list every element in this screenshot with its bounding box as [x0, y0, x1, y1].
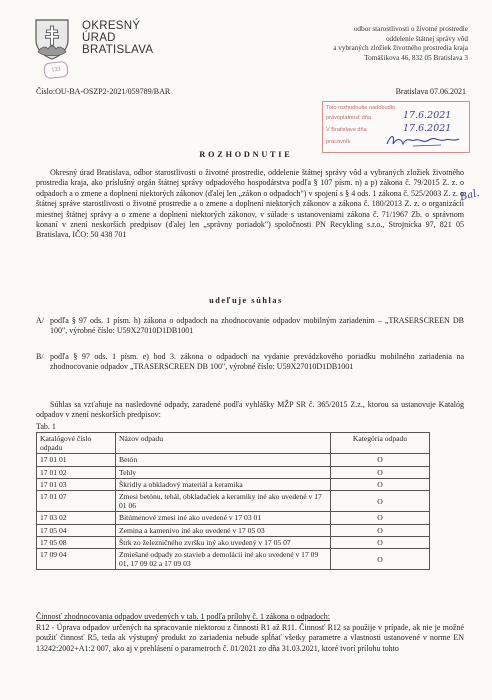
- cell-name: Zmesi betónu, tehál, obkladačiek a keramiky iné ako uvedené v 17 01 06: [116, 491, 331, 512]
- waste-table: [36, 432, 430, 570]
- dept-line-3: a vybraných zložiek životného prostredia kraja: [333, 44, 468, 53]
- decision-heading: udeľuje súhlas: [209, 296, 283, 305]
- small-round-stamp: 133: [43, 61, 69, 79]
- consent-paragraph: Súhlas sa vzťahuje na nasledovné odpady, zaradené podľa vyhlášky MŽP SR č. 365/2015 Z.z., ktorou sa ustanovuje Katalóg odpadov v znení neskorších predpisov:: [36, 400, 464, 420]
- office-name-line-1: OKRESNÝ: [82, 20, 141, 32]
- cell-code: 17 03 02: [37, 512, 116, 524]
- document-date: Bratislava 07.06.2021: [395, 87, 466, 96]
- table-row: [37, 491, 430, 512]
- margin-initials: Bal.: [458, 187, 481, 204]
- intro-paragraph: Okresný úrad Bratislava, odbor starostlivosti o životné prostredie, oddelenie štátnej správy vôd a vybraných zložiek životného prostredia kraja, ako príslušný orgán štátnej správy odpadového hospodárstva podľa § 107 písm. n) a p) zákona č. 79/2015 Z. z. o odpadoch a o zmene a doplnení niektorých zákonov (ďalej len „zákon o odpadoch") v spojení s § 4 ods. 1 zákona č. 525/2003 Z. z. o štátnej správe starostlivosti o životné prostredie a o zmene a doplnení niektorých zákonov a zákona č. 180/2013 Z. z. o organizácii miestnej štátnej správy a o zmene a doplnení niektorých zákonov, v súlade s ustanoveniami zákona č. 71/1967 Zb. o správnom konaní v znení neskorších predpisov (ďalej len „správny poriadok") spoločnosti PN Recykling s.r.o., Strojnícka 97, 821 05 Bratislava, IČO: 50 438 701: [36, 168, 464, 240]
- reference-line: [36, 87, 466, 96]
- cell-category: O: [331, 549, 430, 570]
- header-waste-category: Kategória odpadu: [331, 433, 430, 454]
- cell-code: 17 01 03: [37, 478, 116, 490]
- decision-item-b: [36, 352, 464, 373]
- office-name-line-2: ÚRAD: [82, 32, 116, 44]
- table-row: [37, 549, 430, 570]
- table-row: [37, 454, 430, 466]
- validity-stamp-line-1: Toto rozhodnutie nadobudlo: [326, 105, 396, 111]
- cell-code: 17 05 04: [37, 524, 116, 536]
- cell-name: Bitúmenové zmesi iné ako uvedené v 17 03 01: [116, 512, 331, 524]
- handwritten-signature: [383, 132, 463, 150]
- cell-code: 17 01 07: [37, 491, 116, 512]
- cell-category: O: [331, 524, 430, 536]
- dept-line-4: Tomášikova 46, 832 05 Bratislava 3: [364, 53, 468, 62]
- table-row: [37, 524, 430, 536]
- cell-name: Zemina a kamenivo iné ako uvedené v 17 05 03: [116, 524, 331, 536]
- cell-category: O: [331, 466, 430, 478]
- cell-code: 17 01 02: [37, 466, 116, 478]
- cell-code: 17 05 08: [37, 536, 116, 548]
- decision-item-a: [36, 316, 464, 337]
- cell-category: O: [331, 491, 430, 512]
- cell-code: 17 09 04: [37, 549, 116, 570]
- cell-name: Tehly: [116, 466, 331, 478]
- cell-code: 17 01 01: [37, 454, 116, 466]
- table-row: [37, 512, 430, 524]
- cell-category: O: [331, 454, 430, 466]
- item-text: podľa § 97 ods. 1 písm. h) zákona o odpadoch na zhodnocovanie odpadov mobilným zariadením – „TRASERSCREEN DB 100", výrobné číslo: U59X27010D1DB1001: [50, 316, 464, 336]
- cell-category: O: [331, 478, 430, 490]
- activity-heading: Činnosť zhodnocovania odpadov uvedených v tab. 1 podľa prílohy č. 1 zákona o odpadoch:: [36, 612, 330, 621]
- reference-number: Číslo:OU-BA-OSZP2-2021/059789/BAR: [36, 87, 171, 96]
- cell-name: Betón: [116, 454, 331, 466]
- validity-stamp-line-4: pracovník: [326, 139, 351, 145]
- activity-paragraph: R12 - Úprava odpadov určených na spracovanie niektorou z činností R1 až R11. Činnosť R12 sa použije v prípade, ak nie je možné použiť činnosť R5, teda ak výstupný produkt zo zariadenia nebude spĺňať všetky parametre a vlastnosti ustanovené v norme EN 13242:2002+A1:2 007, ako aj v prehlásení o parametroch č. 01/2021 zo dňa 31.03.2021, ktoré tvorí prílohu tohto: [36, 623, 464, 653]
- header-waste-name: Názov odpadu: [116, 433, 331, 454]
- validity-date-handwritten: 17.6.2021: [403, 110, 452, 121]
- item-label: B/: [36, 352, 44, 361]
- table-label: Tab. 1: [36, 422, 56, 431]
- cell-name: Zmiešané odpady zo stavieb a demolácií iné ako uvedené v 17 09 01, 17 09 02 a 17 09 03: [116, 549, 331, 570]
- cell-name: Štrk zo železničného zvršku iný ako uvedený v 17 05 07: [116, 536, 331, 548]
- validity-stamp-line-2: právoplatnosť dňa: [326, 115, 372, 121]
- cell-name: Škridly a obkladový materiál a keramika: [116, 478, 331, 490]
- validity-stamp-line-3: V Bratislave dňa: [326, 127, 367, 133]
- document-title: ROZHODNUTIE: [199, 150, 293, 159]
- item-text: podľa § 97 ods. 1 písm. e) bod 3. zákona o odpadoch na vydanie prevádzkového poriadku mobilného zariadenia na zhodnocovanie odpadov „TRASERSCREEN DB 100", výrobné číslo: U59X27010D1DB1001: [50, 352, 464, 372]
- office-name: [82, 20, 153, 56]
- table-row: [37, 536, 430, 548]
- department-address: [333, 25, 468, 63]
- table-header-row: [37, 433, 430, 454]
- stamp-date-handwritten: 17.6.2021: [403, 123, 452, 134]
- dept-line-1: odbor starostlivosti o životné prostredie: [353, 25, 468, 33]
- validity-stamp: [322, 101, 470, 153]
- table-row: [37, 478, 430, 490]
- cell-category: O: [331, 512, 430, 524]
- dept-line-2: oddelenie štátnej správy vôd: [385, 34, 468, 43]
- cell-category: O: [331, 536, 430, 548]
- item-label: A/: [36, 316, 44, 325]
- table-row: [37, 466, 430, 478]
- header-catalog-number: Katalógové číslo odpadu: [37, 433, 116, 454]
- office-name-line-3: BRATISLAVA: [82, 44, 154, 56]
- coat-of-arms-icon: [34, 18, 70, 60]
